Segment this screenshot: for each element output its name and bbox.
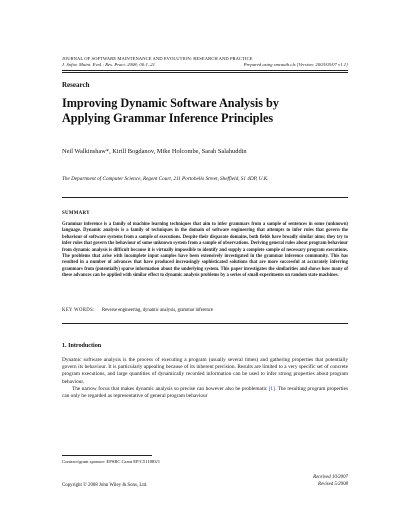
received-date: Received 10/2007: [313, 475, 348, 480]
intro-heading: 1. Introduction: [62, 343, 102, 349]
summary-heading: SUMMARY: [62, 211, 91, 216]
intro-paragraph-2: [62, 386, 348, 400]
received-dates: [313, 474, 348, 488]
affiliation: The Department of Computer Science, Regent Court, 211 Portobello Street, Sheffield, S1 4DP, U.K.: [62, 176, 269, 182]
keywords-text: Reverse engineering, dynamic analysis, grammar inference: [101, 308, 213, 313]
title-block-rule: [62, 197, 348, 198]
keywords-line: [62, 308, 348, 313]
abstract-text: Grammar inference is a family of machine learning techniques that aim to infer grammars from a sample of sentences in some (unknown) language. Dynamic analysis is a family of techniques in the domain of software engineering that attempts to infer rules that govern the behaviour of software systems from a sample of executions. Despite their disparate domains, both fields have broadly similar aims; they try to infer rules that govern the behaviour of some unknown system from a sample of observations. Deriving general rules about program behaviour from dynamic analysis is difficult because it is virtually impossible to identify and supply a complete sample of necessary program executions. The problems that arise with incomplete input samples have been extensively investigated in the grammar inference community. This has resulted in a number of advances that have produced increasingly sophisticated solutions that are more successful at accurately inferring grammars from (potentially) sparse information about the underlying system. This paper investigates the similarities and shows how many of these advances can be applied with similar effect to dynamic analysis problems by a series of small experiments on random state machines.: [62, 222, 348, 279]
revised-date: Revised 5/2008: [317, 482, 348, 487]
header-rule-bottom: [62, 72, 348, 73]
journal-citation: J. Softw. Maint. Evol.: Res. Pract. 2008; 00:1–21: [62, 62, 156, 67]
intro-body: [62, 357, 348, 400]
intro-paragraph-2-tail: . The resulting program properties can only be regarded as representative of general program behaviour: [62, 385, 348, 400]
intro-paragraph-2-text: The narrow focus that makes dynamic analysis so precise can however also be problematic: [72, 385, 269, 392]
paper-title: Improving Dynamic Software Analysis by Applying Grammar Inference Principles: [62, 96, 279, 125]
prepared-using: Prepared using smrauth.cls [Version: 2003/05/07 v1.1]: [243, 62, 348, 67]
keywords-label: KEY WORDS:: [62, 308, 95, 313]
citation-link[interactable]: [1]: [268, 385, 275, 392]
journal-name: JOURNAL OF SOFTWARE MAINTENANCE AND EVOLUTION: RESEARCH AND PRACTICE: [62, 56, 253, 61]
journal-header: [62, 56, 348, 68]
header-rule-top: [62, 70, 348, 71]
abstract-rule: [62, 323, 348, 324]
grant-footnote: Contract/grant sponsor: EPSRC Grant EP/C511883/1: [62, 459, 161, 464]
footnote-rule: [62, 455, 152, 456]
intro-paragraph-1: Dynamic software analysis is the process of executing a program (usually several times) and gathering properties that potentially govern its behaviour. It is particularly appealing because of its inherent precision. Results are limited to a very specific set of concrete program executions, and large quantities of dynamically recorded information can be used to infer strong properties about program behaviour.: [62, 357, 348, 385]
author-list: Neil Walkinshaw*, Kirill Bogdanov, Mike Holcombe, Sarah Salahuddin: [62, 148, 247, 155]
copyright-notice: Copyright © 2008 John Wiley & Sons, Ltd.: [62, 483, 148, 488]
section-label: Research: [62, 81, 90, 89]
